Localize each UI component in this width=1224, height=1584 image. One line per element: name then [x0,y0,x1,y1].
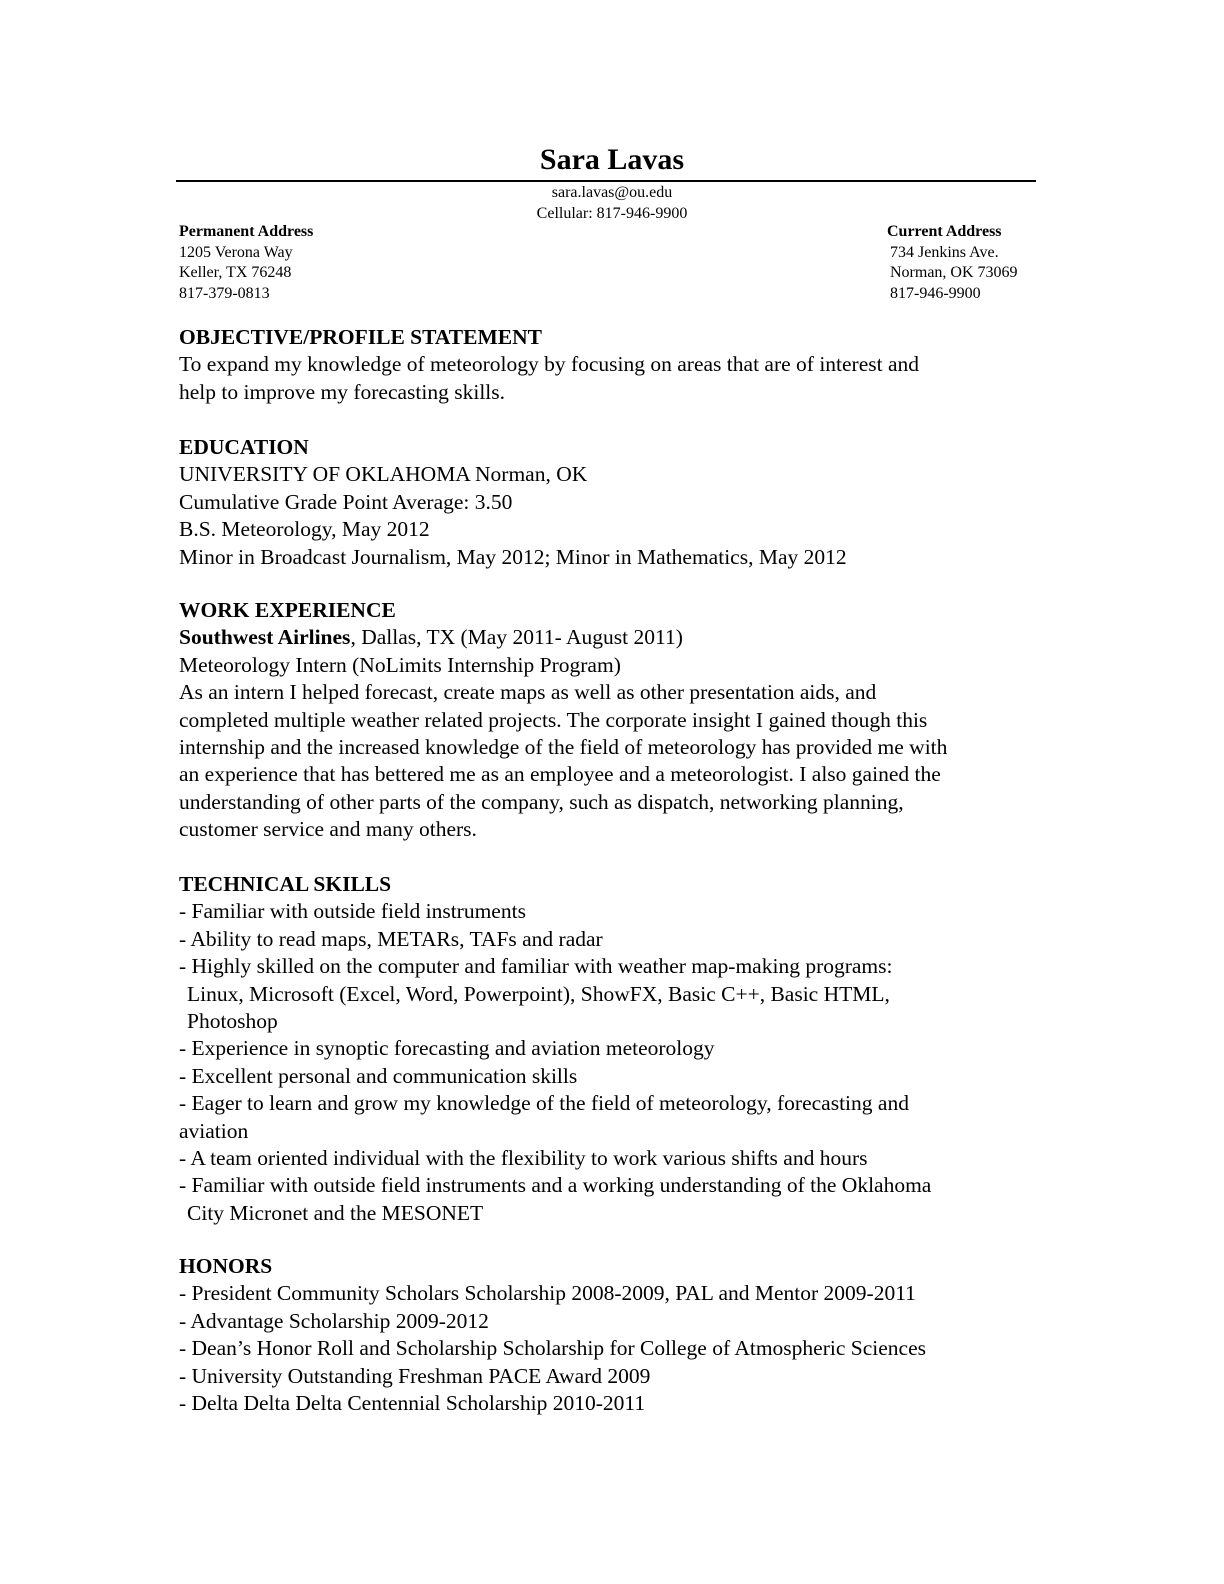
job-description-line: internship and the increased knowledge of the field of meteorology has provided me with [179,735,948,760]
skill-line: - Excellent personal and communication skills [179,1063,578,1088]
skill-line: - Experience in synoptic forecasting and aviation meteorology [179,1036,715,1061]
skill-line: - Familiar with outside field instruments [179,899,526,924]
honor-line: - University Outstanding Freshman PACE Award 2009 [179,1363,651,1388]
honors-heading: HONORS [179,1254,273,1278]
current-address-city: Norman, OK 73069 [890,264,1018,281]
job-description-line: an experience that has bettered me as an employee and a meteorologist. I also gained the [179,762,941,787]
objective-line: help to improve my forecasting skills. [179,379,506,404]
permanent-address-block [179,222,313,304]
resume-name: Sara Lavas [539,143,685,176]
skill-line: - A team oriented individual with the flexibility to work various shifts and hours [179,1146,868,1171]
education-heading: EDUCATION [179,435,309,459]
honors-section [179,1253,1039,1417]
education-line: Minor in Broadcast Journalism, May 2012; Minor in Mathematics, May 2012 [179,544,847,569]
email-address: sara.lavas@ou.edu [551,184,673,201]
contact-block [0,182,1224,224]
job-description-line: customer service and many others. [179,817,477,842]
job-role: Meteorology Intern (NoLimits Internship Program) [179,652,621,677]
current-address-phone: 817-946-9900 [890,284,981,302]
skill-line: - Eager to learn and grow my knowledge of the field of meteorology, forecasting and [179,1091,909,1116]
skill-line: Linux, Microsoft (Excel, Word, Powerpoint), ShowFX, Basic C++, Basic HTML, [187,981,890,1006]
objective-heading: OBJECTIVE/PROFILE STATEMENT [179,325,542,349]
skill-line: - Ability to read maps, METARs, TAFs and radar [179,926,603,951]
current-address-street: 734 Jenkins Ave. [890,243,999,261]
technical-skills-section [179,871,1039,1227]
employer-detail: , Dallas, TX (May 2011- August 2011) [350,625,683,650]
technical-skills-heading: TECHNICAL SKILLS [179,872,392,896]
objective-line: To expand my knowledge of meteorology by focusing on areas that are of interest and [179,352,920,377]
current-address-block [887,222,1037,304]
skill-line: City Micronet and the MESONET [187,1200,484,1225]
permanent-address-phone: 817-379-0813 [179,284,270,302]
education-line: Cumulative Grade Point Average: 3.50 [179,489,513,514]
honor-line: - President Community Scholars Scholarship 2008-2009, PAL and Mentor 2009-2011 [179,1281,916,1306]
objective-section [179,324,1039,406]
honor-line: - Delta Delta Delta Centennial Scholarship 2010-2011 [179,1391,646,1416]
skill-line: - Familiar with outside field instruments and a working understanding of the Oklahoma [179,1173,932,1198]
employer-line [179,624,1039,651]
work-experience-section [179,597,1039,844]
current-address-heading: Current Address [887,223,1002,240]
education-line: UNIVERSITY OF OKLAHOMA Norman, OK [179,462,588,487]
job-description-line: understanding of other parts of the company, such as dispatch, networking planning, [179,789,904,814]
skill-line: Photoshop [187,1009,278,1034]
education-section [179,434,1039,571]
honor-line: - Advantage Scholarship 2009-2012 [179,1308,489,1333]
permanent-address-street: 1205 Verona Way [179,243,293,261]
permanent-address-city: Keller, TX 76248 [179,264,292,281]
skill-line: - Highly skilled on the computer and familiar with weather map-making programs: [179,954,893,979]
education-line: B.S. Meteorology, May 2012 [179,517,430,542]
honor-line: - Dean’s Honor Roll and Scholarship Scholarship for College of Atmospheric Sciences [179,1336,926,1361]
employer-name: Southwest Airlines [179,625,351,650]
cellular-phone: Cellular: 817-946-9900 [536,205,688,222]
work-experience-heading: WORK EXPERIENCE [179,598,396,622]
job-description-line: As an intern I helped forecast, create maps as well as other presentation aids, and [179,680,877,705]
skill-line: aviation [179,1118,249,1143]
permanent-address-heading: Permanent Address [179,223,314,240]
job-description-line: completed multiple weather related projects. The corporate insight I gained though this [179,707,928,732]
